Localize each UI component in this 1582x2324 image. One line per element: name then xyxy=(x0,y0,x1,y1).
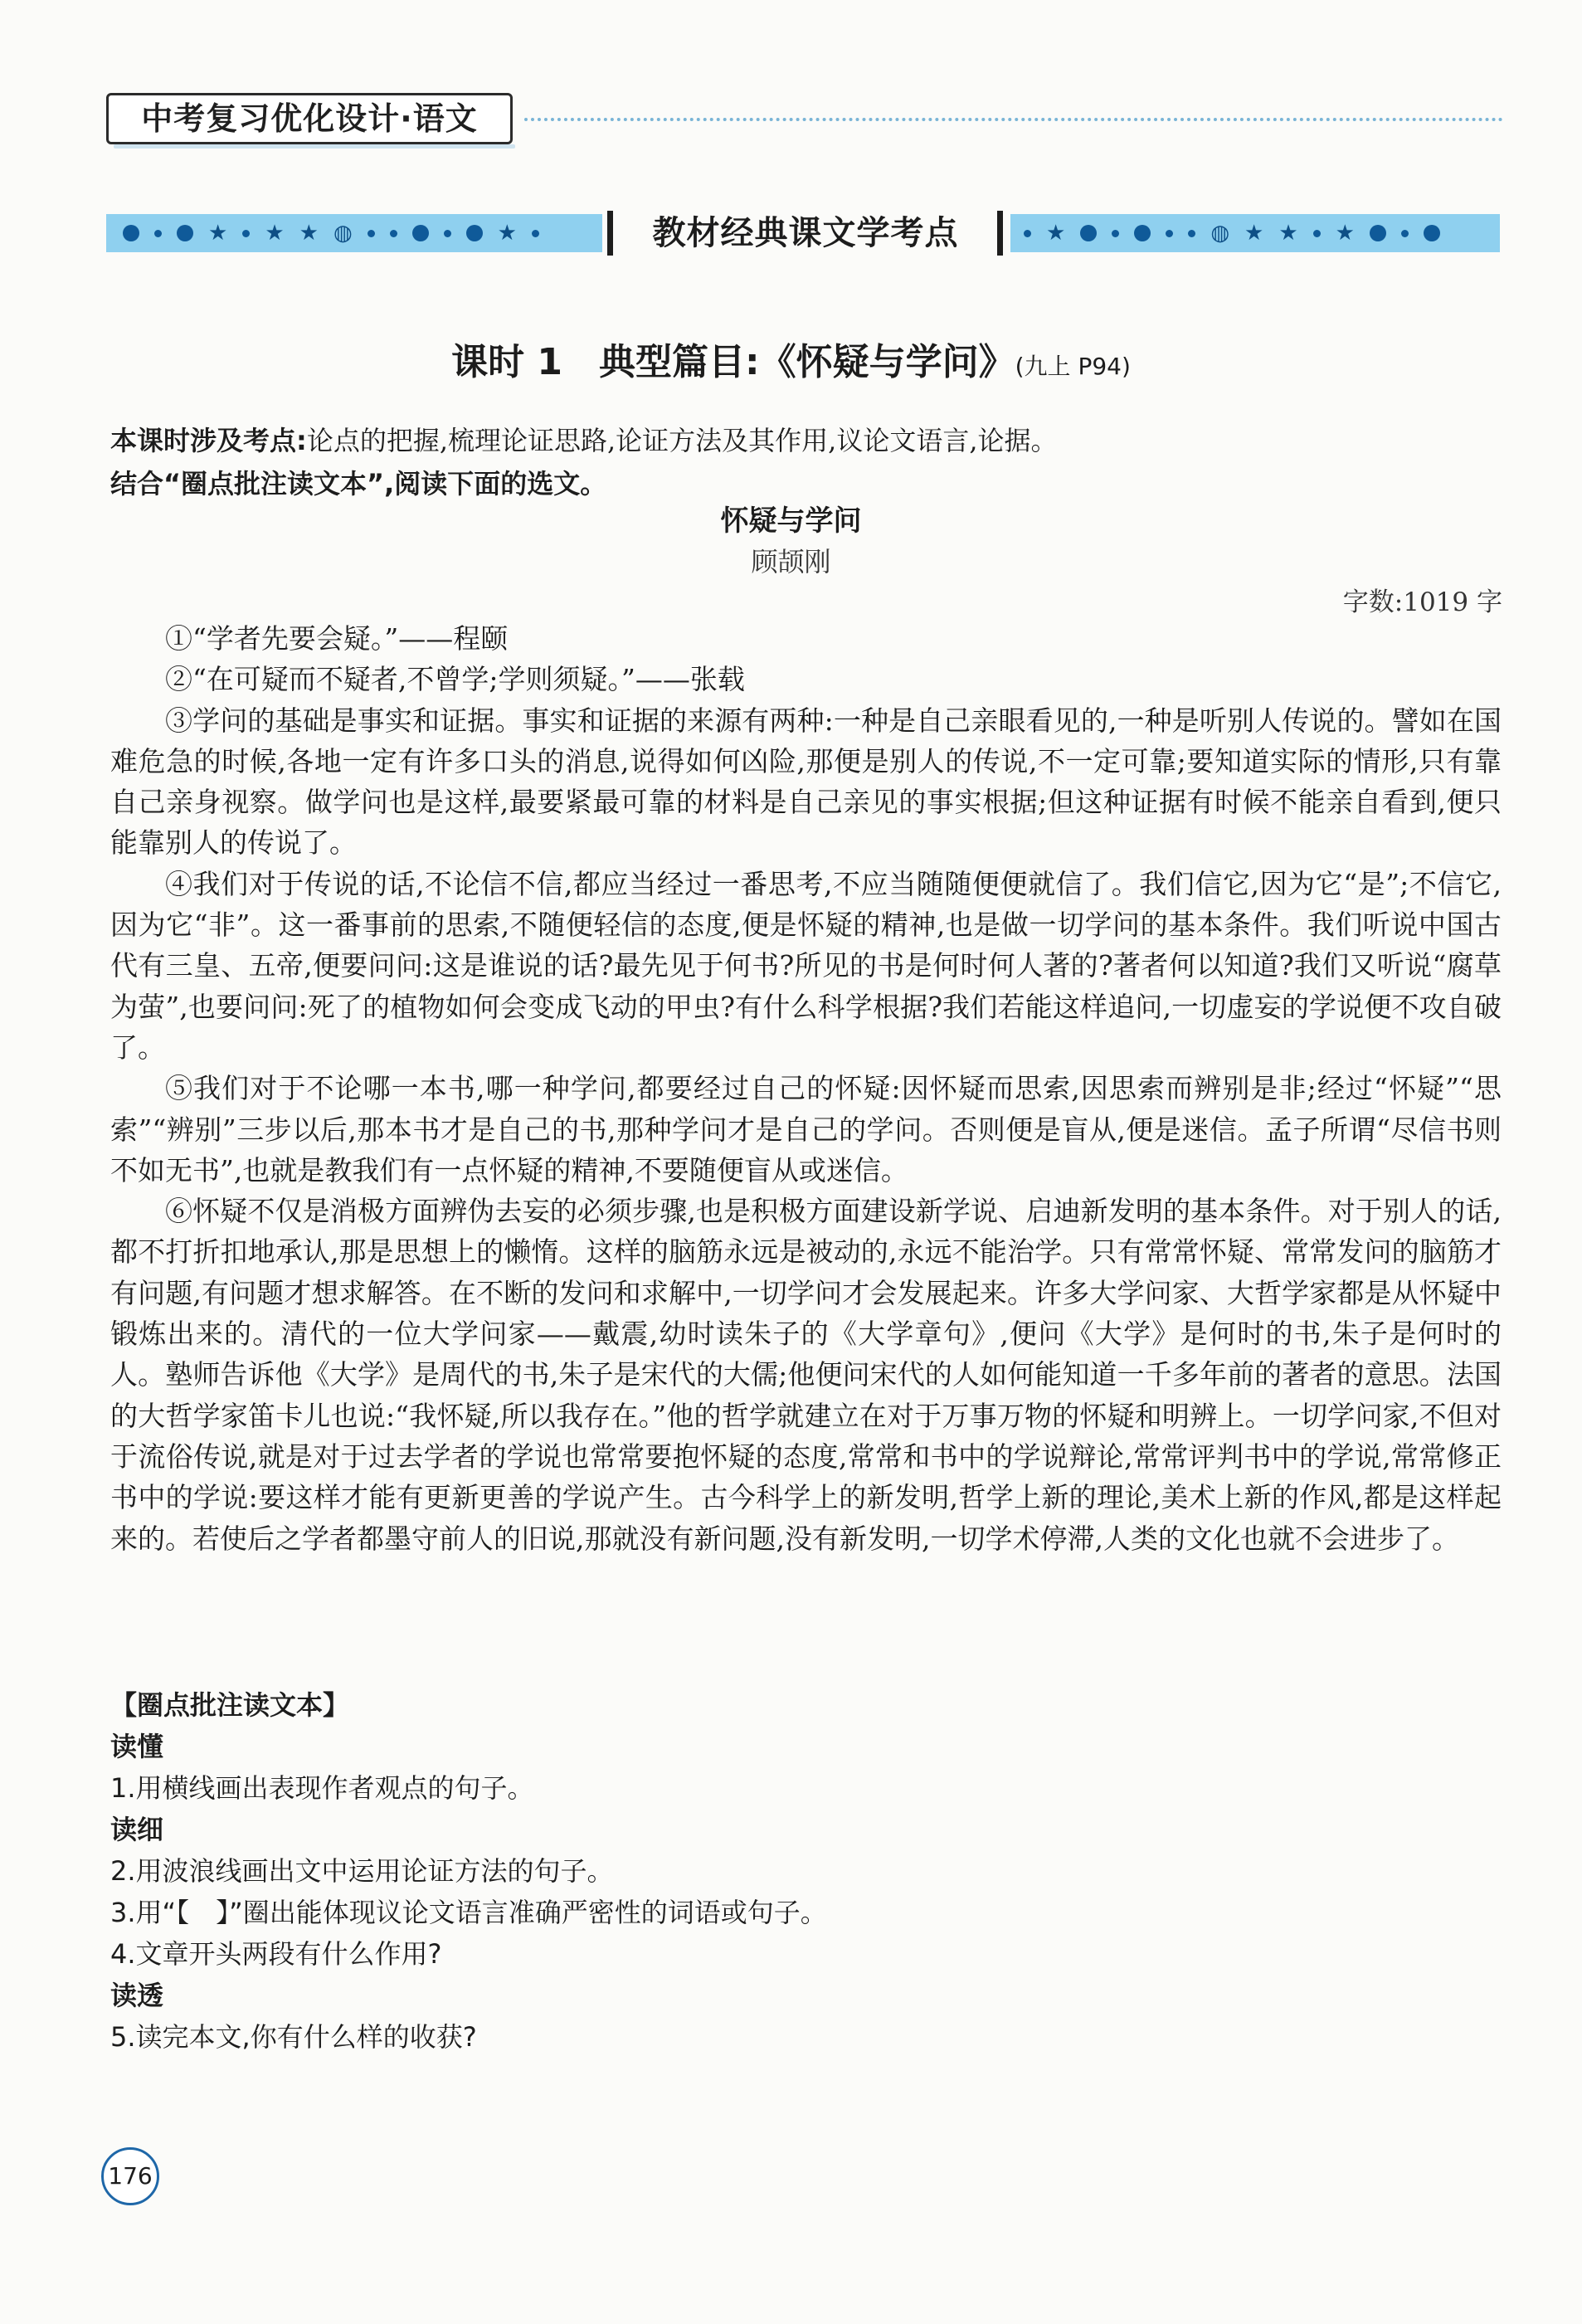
globe-icon: ◍ xyxy=(333,221,353,246)
article-paragraph: ③学问的基础是事实和证据。事实和证据的来源有两种:一种是自己亲眼看见的,一种是听别人传说的。譬如在国难危急的时候,各地一定有许多口头的消息,说得如何凶险,那便是别人的传说,不一定可靠;要知道实际的情形,只有靠自己亲身视察。做学问也是这样,最要紧最可靠的材料是自己亲见的事实根据;但这种证据有时候不能亲自看到,便只能靠别人的传说了。 xyxy=(110,704,1502,860)
lesson-title xyxy=(0,332,1582,385)
page-number: 176 xyxy=(101,2147,159,2205)
exam-points-label: 本课时涉及考点: xyxy=(110,425,307,456)
exercise-section-label: 读懂 xyxy=(110,1731,164,1762)
article-paragraph: ②“在可疑而不疑者,不曾学;学则须疑。”——张载 xyxy=(165,663,745,696)
section-banner-title: 教材经典课文学考点 xyxy=(652,214,959,252)
exercise-question: 3.用“【 】”圈出能体现议论文语言准确严密性的词语或句子。 xyxy=(110,1897,827,1928)
exercise-question: 1.用横线画出表现作者观点的句子。 xyxy=(110,1772,534,1804)
exercise-section-label: 读细 xyxy=(110,1814,164,1845)
banner-decoration-left: ★ ★ ★ ◍ ★ xyxy=(123,214,539,252)
reading-instruction: 结合“圈点批注读文本”,阅读下面的选文。 xyxy=(110,468,607,499)
exercise-section-label: 读透 xyxy=(110,1980,164,2011)
book-title-tag: 中考复习优化设计·语文 xyxy=(106,93,513,144)
exam-points-text: 论点的把握,梳理论证思路,论证方法及其作用,议论文语言,论据。 xyxy=(306,425,1058,456)
exercise-question: 2.用波浪线画出文中运用论证方法的句子。 xyxy=(110,1855,614,1887)
article-author: 顾颉刚 xyxy=(751,546,831,577)
banner-decoration-right: ★ ◍ ★ ★ ★ xyxy=(1024,214,1440,252)
annotation-exercises xyxy=(110,1684,1502,2058)
lesson-intro xyxy=(110,419,1504,505)
article-paragraph: ④我们对于传说的话,不论信不信,都应当经过一番思考,不应当随随便便就信了。我们信它,因为它“是”;不信它,因为它“非”。这一番事前的思索,不随便轻信的态度,便是怀疑的精神,也是做一切学问的基本条件。我们听说中国古代有三皇、五帝,便要问问:这是谁说的话?最先见于何书?所见的书是何时何人著的?著者何以知道?我们又听说“腐草为萤”,也要问问:死了的植物如何会变成飞动的甲虫?有什么科学根据?我们若能这样追问,一切虚妄的学说便不攻自破了。 xyxy=(110,867,1502,1064)
lesson-source: (九上 P94) xyxy=(1015,353,1131,380)
exercise-question: 4.文章开头两段有什么作用? xyxy=(110,1938,442,1970)
article-paragraph: ⑥怀疑不仅是消极方面辨伪去妄的必须步骤,也是积极方面建设新学说、启迪新发明的基本条件。对于别人的话,都不打折扣地承认,那是思想上的懒惰。这样的脑筋永远是被动的,永远不能治学。只有常常怀疑、常常发问的脑筋才有问题,有问题才想求解答。在不断的发问和求解中,一切学问才会发展起来。许多大学问家、大哲学家都是从怀疑中锻炼出来的。清代的一位大学问家——戴震,幼时读朱子的《大学章句》,便问《大学》是何时的书,朱子是何时的人。塾师告诉他《大学》是周代的书,朱子是宋代的大儒;他便问宋代的人如何能知道一千多年前的著者的意思。法国的大哲学家笛卡儿也说:“我怀疑,所以我存在。”他的哲学就建立在对于万事万物的怀疑和明辨上。一切学问家,不但对于流俗传说,就是对于过去学者的学说也常常要抱怀疑的态度,常常和书中的学说辩论,常常评判书中的学说,常常修正书中的学说:要这样才能有更新更善的学说产生。古今科学上的新发明,哲学上新的理论,美术上新的作风,都是这样起来的。若使后之学者都墨守前人的旧说,那就没有新问题,没有新发明,一切学术停滞,人类的文化也就不会进步了。 xyxy=(110,1195,1502,1555)
globe-icon: ◍ xyxy=(1210,221,1229,246)
exam-points xyxy=(110,419,1504,462)
header-dotted-rule xyxy=(524,118,1503,121)
banner-divider-right xyxy=(997,211,1003,256)
lesson-title-text: 课时 1 典型篇目:《怀疑与学问》 xyxy=(451,341,1015,383)
exercises-header: 【圈点批注读文本】 xyxy=(110,1689,350,1721)
word-count: 字数:1019 字 xyxy=(1342,587,1502,617)
article-paragraph: ⑤我们对于不论哪一本书,哪一种学问,都要经过自己的怀疑:因怀疑而思索,因思索而辨别是非;经过“怀疑”“思索”“辨别”三步以后,那本书才是自己的书,那种学问才是自己的学问。否则便是盲从,便是迷信。孟子所谓“尽信书则不如无书”,也就是教我们有一点怀疑的精神,不要随便盲从或迷信。 xyxy=(110,1072,1502,1186)
article-title: 怀疑与学问 xyxy=(720,504,862,538)
banner-divider-left xyxy=(607,211,613,256)
exercise-question: 5.读完本文,你有什么样的收获? xyxy=(110,2021,477,2053)
article-body xyxy=(110,618,1502,1559)
article-paragraph: ①“学者先要会疑。”——程颐 xyxy=(165,622,509,655)
section-banner xyxy=(106,207,1500,259)
